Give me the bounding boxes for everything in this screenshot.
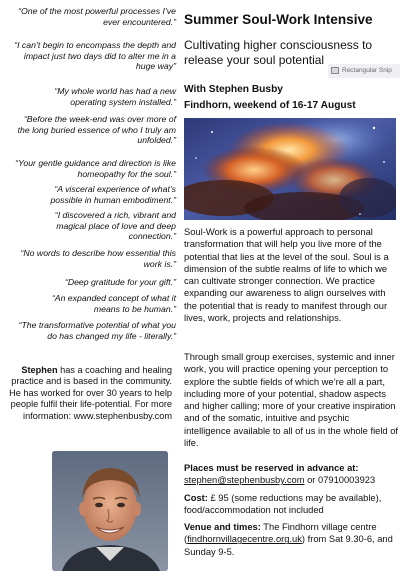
location-date-line: Findhorn, weekend of 16-17 August — [184, 100, 356, 111]
booking-phone: 07910003923 — [318, 475, 376, 486]
testimonial-quote: “A visceral experience of what’s possible in human embodiment.” — [50, 184, 176, 205]
booking-info — [184, 462, 398, 487]
nebula-graphic — [184, 118, 396, 220]
description-paragraph-1: Soul-Work is a powerful approach to personal transformation that will help you live more of the potential that lies at the level of the soul. Soul is a dimension of the subtle realms of life to which we can cultivate stronger connection. We practice expanding our awareness to align ourselves with the potential that is ready to manifest through our lives, work, projects and relationships. — [184, 227, 389, 324]
facilitator-line: With Stephen Busby — [184, 84, 283, 95]
testimonial-quote: “I can’t begin to encompass the depth and impact just two days did to alter me in a huge way” — [14, 40, 176, 72]
testimonial-quote: “I discovered a rich, vibrant and magical place of love and deep connection.” — [54, 210, 176, 242]
booking-contact — [184, 474, 398, 486]
facilitator-bio — [6, 365, 172, 422]
event-subtitle: Cultivating higher consciousness to release your soul potential — [184, 38, 373, 67]
description-paragraph-2: Through small group exercises, systemic and inner work, you will practice opening your perception to explore the subtle fields of which we’re all a part, including more of your potential, shadow aspects and higher calling; more of your creative inspiration and of the somatic, intuitive and psychic intelligence available to all of us in the whole field of life. — [184, 352, 399, 449]
testimonial-quote: “The transformative potential of what you do has changed my life - literally.” — [18, 320, 176, 341]
testimonial-quote: “Before the week-end was over more of the long buried essence of who I truly am unfolded.” — [17, 114, 176, 146]
testimonial-quote: “Your gentle guidance and direction is like homeopathy for the soul.” — [15, 158, 176, 179]
venue-website-link[interactable]: findhornvillagecentre.org.uk — [187, 534, 302, 545]
nebula-image — [184, 118, 396, 220]
testimonial-quote: “An expanded concept of what it means to be human.” — [51, 293, 176, 314]
snip-label: Rectangular Snip — [342, 67, 392, 74]
cost-label: Cost: — [184, 493, 208, 503]
facilitator-photo — [52, 451, 168, 571]
testimonial-quote: “Deep gratitude for your gift.” — [64, 277, 176, 287]
event-title: Summer Soul-Work Intensive — [184, 12, 373, 27]
cost-text: £ 95 (some reductions may be available), food/accommodation not included — [184, 493, 382, 516]
rectangular-snip-overlay[interactable] — [328, 64, 400, 78]
portrait-image — [52, 451, 168, 571]
website-link[interactable]: www.stephenbusby.com — [73, 410, 172, 421]
venue-info — [184, 521, 398, 558]
testimonial-quote: “No words to describe how essential this work is.” — [20, 248, 176, 269]
venue-text-post: ) from Sat 9.30-6, and Sunday 9-5. — [184, 534, 393, 557]
booking-or: or — [304, 475, 318, 486]
cost-info — [184, 492, 398, 517]
testimonial-quote: “One of the most powerful processes I’ve ever encountered.” — [18, 6, 176, 27]
testimonial-quote: “My whole world has had a new operating system installed.” — [54, 86, 176, 107]
snip-icon — [331, 67, 339, 74]
event-column — [184, 0, 399, 577]
venue-label: Venue and times: — [184, 522, 261, 532]
venue-text-pre: The Findhorn village centre ( — [184, 522, 377, 545]
bio-text: has a coaching and healing practice and is based in the community. He has worked for over 30 years to help people fulfil their life-potential. For more information: — [9, 365, 172, 421]
testimonials-column — [0, 0, 176, 577]
bio-name: Stephen — [21, 365, 58, 375]
booking-heading: Places must be reserved in advance at: — [184, 463, 359, 473]
booking-email-link[interactable]: stephen@stephenbusby.com — [184, 475, 305, 486]
